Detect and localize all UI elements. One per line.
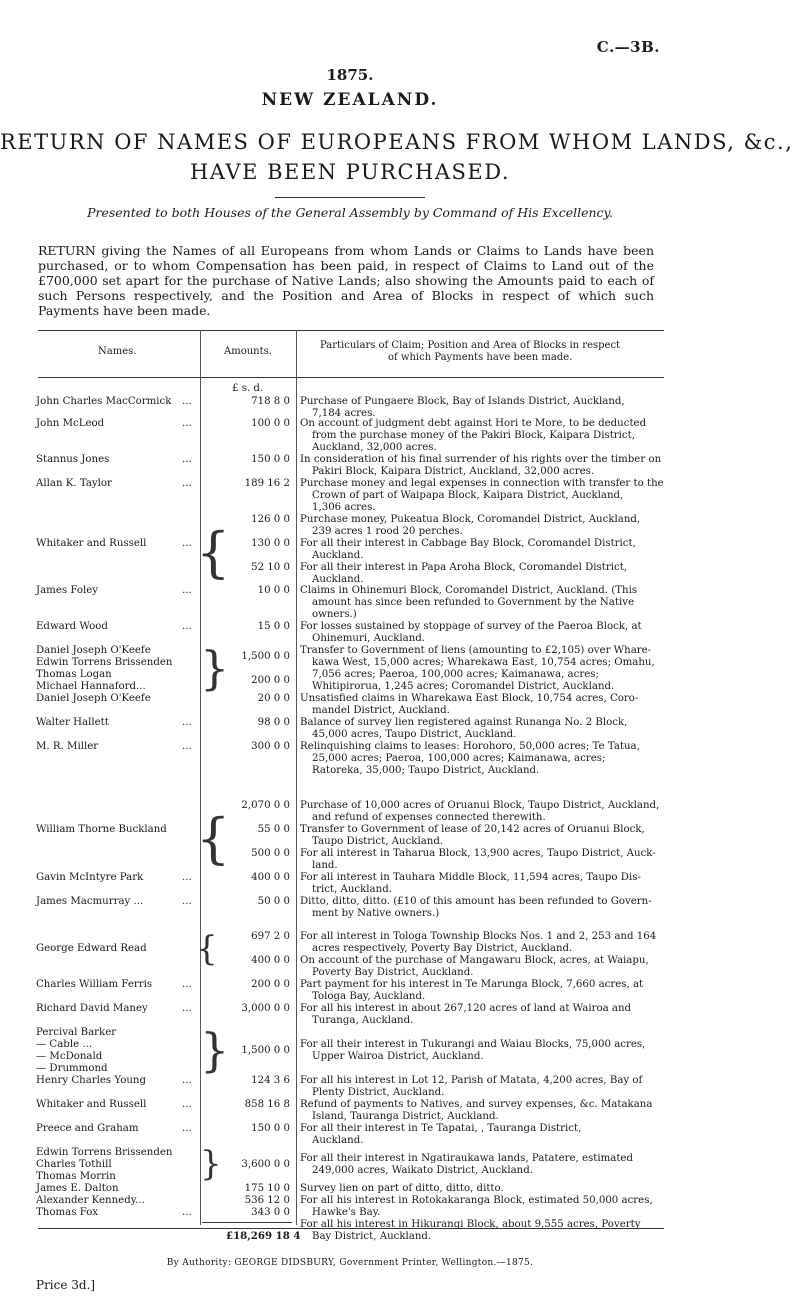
particulars-line: 249,000 acres, Waikato District, Auckland. [312,1165,533,1176]
amount-cell: 20 0 0 [257,693,290,704]
name-cell: Henry Charles Young [36,1075,147,1086]
amount-cell: 200 0 0 [251,979,290,990]
name-cell: M. R. Miller [36,741,99,752]
leader-dots: ... [182,538,192,549]
amount-cell: 2,070 0 0 [241,800,290,811]
name-cell: Edward Wood [36,621,108,632]
particulars-line: For all interest in Taharua Block, 13,900 acres, Taupo District, Auck- [300,848,656,859]
amount-cell: 3,600 0 0 [241,1159,290,1170]
name-cell: John McLeod [36,418,105,429]
amount-cell: 150 0 0 [251,454,290,465]
amount-cell: 55 0 0 [257,824,290,835]
leader-dots: ... [182,418,192,429]
particulars-line: For all their interest in Tukurangi and Waiau Blocks, 75,000 acres, [300,1039,646,1050]
brace-right: } [200,1023,230,1077]
particulars-line: Survey lien on part of ditto, ditto, ditto. [300,1183,504,1194]
name-cell: Edwin Torrens Brissenden [36,1147,173,1158]
particulars-line: 25,000 acres; Paeroa, 100,000 acres; Kaimanawa, acres; [312,753,606,764]
amount-cell: 536 12 0 [244,1195,290,1206]
amount-cell: 126 0 0 [251,514,290,525]
name-cell: Daniel Joseph O'Keefe [36,645,151,656]
name-cell: Charles William Ferris [36,979,153,990]
amount-cell: 400 0 0 [251,955,290,966]
leader-dots: ... [182,741,192,752]
amount-cell: 52 10 0 [251,562,290,573]
name-cell: Allan K. Taylor [36,478,112,489]
name-cell: — Drummond [36,1063,108,1074]
amount-cell: 500 0 0 [251,848,290,859]
particulars-line: Relinquishing claims to leases: Horohoro, 50,000 acres; Te Tatua, [300,741,640,752]
brace-left: { [196,521,231,584]
particulars-line: 1,306 acres. [312,502,376,513]
document-year: 1875. [326,66,374,84]
leader-dots: ... [182,979,192,990]
name-cell: Percival Barker [36,1027,117,1038]
amount-cell: 343 0 0 [251,1207,290,1218]
document-country: NEW ZEALAND. [261,90,439,110]
particulars-line: For all their interest in Cabbage Bay Block, Coromandel District, [300,538,636,549]
particulars-line: and refund of expenses connected therewith. [312,812,546,823]
name-cell: Preece and Graham [36,1123,139,1134]
leader-dots: ... [182,585,192,596]
particulars-line: Bay District, Auckland. [312,1231,432,1242]
particulars-line: Purchase of Pungaere Block, Bay of Islands District, Auckland, [300,396,625,407]
particulars-line: kawa West, 15,000 acres; Wharekawa East, 10,754 acres; Omahu, [312,657,655,668]
amount-cell: 1,500 0 0 [241,651,290,662]
presented-note: Presented to both Houses of the General Assembly by Command of His Excellency. [87,205,613,220]
title-rule [275,197,425,198]
particulars-line: ment by Native owners.) [312,908,440,919]
amount-cell: 200 0 0 [251,675,290,686]
amounts-column-divider [296,330,297,1225]
table-top-rule [38,330,664,331]
amount-cell: 1,500 0 0 [241,1045,290,1056]
amount-cell: 400 0 0 [251,872,290,883]
particulars-line: Auckland. [312,1135,364,1146]
particulars-line: For all his interest in Rotokakaranga Block, estimated 50,000 acres, [300,1195,653,1206]
particulars-line: from the purchase money of the Pakiri Block, Kaipara District, [312,430,635,441]
leader-dots: ... [182,621,192,632]
particulars-line: trict, Auckland. [312,884,392,895]
leader-dots: ... [182,872,192,883]
amount-cell: 858 16 8 [244,1099,290,1110]
particulars-line: For all his interest in about 267,120 acres of land at Wairoa and [300,1003,632,1014]
particulars-line: In consideration of his final surrender of his rights over the timber on [300,454,662,465]
name-cell: James Foley [36,585,98,596]
name-cell: Stannus Jones [36,454,110,465]
amount-cell: 175 10 0 [244,1183,290,1194]
leader-dots: ... [182,454,192,465]
particulars-line: acres respectively, Poverty Bay District, Auckland. [312,943,573,954]
particulars-line: For all their interest in Papa Aroha Block, Coromandel District, [300,562,628,573]
amount-cell: 124 3 6 [251,1075,290,1086]
particulars-line: Whitipirorua, 1,245 acres; Coromandel District, Auckland. [312,681,615,692]
particulars-line: land. [312,860,338,871]
leader-dots: ... [182,478,192,489]
leader-dots: ... [182,1075,192,1086]
particulars-line: Purchase of 10,000 acres of Oruanui Block, Taupo District, Auckland, [300,800,660,811]
column-header-names: Names. [98,346,137,357]
particulars-line: Plenty District, Auckland. [312,1087,445,1098]
currency-header: £ s. d. [232,383,264,394]
amount-cell: 189 16 2 [244,478,290,489]
amount-cell: 3,000 0 0 [241,1003,290,1014]
particulars-line: On account of the purchase of Mangawaru Block, acres, at Waiapu, [300,955,649,966]
leader-dots: ... [182,1099,192,1110]
total-rule [202,1222,292,1223]
amount-cell: 130 0 0 [251,538,290,549]
particulars-line: Hawke's Bay. [312,1207,381,1218]
particulars-line: Upper Wairoa District, Auckland. [312,1051,484,1062]
particulars-line: 7,056 acres; Paeroa, 100,000 acres; Kaimanawa, acres; [312,669,599,680]
amount-cell: 100 0 0 [251,418,290,429]
amount-cell: 300 0 0 [251,741,290,752]
amount-cell: 718 8 0 [251,396,290,407]
printer-credit: By Authority: GEORGE DIDSBURY, Government Printer, Wellington.—1875. [166,1258,534,1268]
column-header-particulars: Particulars of Claim; Position and Area of Blocks in respect [320,340,621,351]
particulars-line: Auckland. [312,550,364,561]
particulars-line: Poverty Bay District, Auckland. [312,967,474,978]
particulars-line: Ratoreka, 35,000; Taupo District, Auckland. [312,765,540,776]
particulars-line: For all interest in Tologa Township Blocks Nos. 1 and 2, 253 and 164 [300,931,657,942]
particulars-line: 45,000 acres, Taupo District, Auckland. [312,729,517,740]
amount-cell: 697 2 0 [251,931,290,942]
brace-left: { [196,807,231,870]
leader-dots: ... [182,717,192,728]
particulars-line: Taupo District, Auckland. [312,836,444,847]
total-amount: £18,269 18 4 [226,1230,301,1242]
name-cell: Thomas Fox [36,1207,99,1218]
name-cell: Thomas Morrin [36,1171,116,1182]
particulars-line: Balance of survey lien registered against Runanga No. 2 Block, [300,717,628,728]
particulars-line: Claims in Ohinemuri Block, Coromandel District, Auckland. (This [300,585,638,596]
name-cell: Thomas Logan [36,669,112,680]
name-cell: George Edward Read [36,943,147,954]
name-cell: Walter Hallett [36,717,109,728]
particulars-line: 239 acres 1 rood 20 perches. [312,526,463,537]
particulars-line: Purchase money, Pukeatua Block, Coromandel District, Auckland, [300,514,641,525]
name-cell: John Charles MacCormick [36,396,172,407]
name-cell: James Macmurray ... [36,896,144,907]
intro-paragraph: RETURN giving the Names of all Europeans from whom Lands or Claims to Lands have been purchased, or to whom Compensation has been paid, in respect of Claims to Land out of the £700,000 set apart for the purchase of Native Lands; also showing the Amounts paid to each of such Persons respectively, and the Position and Area of Blocks in respect of which such Payments have been made. [38,243,654,318]
particulars-line: Part payment for his interest in Te Marunga Block, 7,660 acres, at [300,979,644,990]
document-title-line-2: HAVE BEEN PURCHASED. [189,160,511,184]
particulars-line: On account of judgment debt against Hori te More, to be deducted [300,418,647,429]
particulars-line: amount has since been refunded to Government by the Native [312,597,635,608]
table-header-rule [38,377,664,378]
name-cell: Richard David Maney [36,1003,148,1014]
name-cell: — McDonald [36,1051,103,1062]
particulars-line: For losses sustained by stoppage of survey of the Paeroa Block, at [300,621,642,632]
particulars-line: For all interest in Tauhara Middle Block, 11,594 acres, Taupo Dis- [300,872,641,883]
document-title-line-1: RETURN OF NAMES OF EUROPEANS FROM WHOM LANDS, &c., [0,130,793,154]
particulars-line: Refund of payments to Natives, and survey expenses, &c. Matakana [300,1099,653,1110]
particulars-line: Transfer to Government of liens (amounting to £2,105) over Whare- [300,645,652,656]
name-cell: Gavin McIntyre Park [36,872,144,883]
name-cell: Whitaker and Russell [36,1099,147,1110]
particulars-line: Pakiri Block, Kaipara District, Auckland, 32,000 acres. [312,466,595,477]
name-cell: Alexander Kennedy... [36,1195,145,1206]
leader-dots: ... [182,896,192,907]
particulars-line: mandel District, Auckland. [312,705,450,716]
particulars-line: Tologa Bay, Auckland. [312,991,426,1002]
name-cell: Edwin Torrens Brissenden [36,657,173,668]
amount-cell: 10 0 0 [257,585,290,596]
amount-cell: 15 0 0 [257,621,290,632]
particulars-line: Transfer to Government of lease of 20,142 acres of Oruanui Block, [300,824,645,835]
particulars-line: Ohinemuri, Auckland. [312,633,426,644]
particulars-line: Auckland. [312,574,364,585]
leader-dots: ... [182,396,192,407]
particulars-line: Purchase money and legal expenses in connection with transfer to the [300,478,664,489]
brace-right: } [200,641,230,695]
leader-dots: ... [182,1123,192,1134]
leader-dots: ... [182,1003,192,1014]
leader-dots: ... [182,1207,192,1218]
document-ref: C.—3B. [596,38,660,56]
particulars-line: Ditto, ditto, ditto. (£10 of this amount has been refunded to Govern- [300,896,652,907]
particulars-line: Unsatisfied claims in Wharekawa East Block, 10,754 acres, Coro- [300,693,639,704]
amount-cell: 50 0 0 [257,896,290,907]
particulars-line: Crown of part of Waipapa Block, Kaipara District, Auckland, [312,490,624,501]
particulars-line: 7,184 acres. [312,408,376,419]
particulars-line: Auckland, 32,000 acres. [312,442,437,453]
amount-cell: 150 0 0 [251,1123,290,1134]
name-cell: James E. Dalton [36,1183,119,1194]
name-cell: Whitaker and Russell [36,538,147,549]
particulars-line: For all their interest in Te Tapatai, , Tauranga District, [300,1123,582,1134]
names-column-divider [200,330,201,1225]
price-note: Price 3d.] [36,1278,96,1292]
amount-cell: 98 0 0 [257,717,290,728]
particulars-line: For all their interest in Ngatiraukawa lands, Patatere, estimated [300,1153,633,1164]
name-cell: — Cable ... [36,1039,93,1050]
name-cell: William Thorne Buckland [36,824,167,835]
name-cell: Michael Hannaford... [36,681,146,692]
name-cell: Charles Tothill [36,1159,112,1170]
name-cell: Daniel Joseph O'Keefe [36,693,151,704]
brace-right: } [200,1144,222,1184]
particulars-line: For all his interest in Hikurangi Block, about 9,555 acres, Poverty [300,1219,641,1230]
particulars-line: Turanga, Auckland. [312,1015,414,1026]
brace-left: { [196,929,218,969]
column-header-amounts: Amounts. [224,346,272,357]
particulars-line: Island, Tauranga District, Auckland. [312,1111,499,1122]
particulars-line: owners.) [312,609,357,620]
particulars-line: For all his interest in Lot 12, Parish of Matata, 4,200 acres, Bay of [300,1075,643,1086]
column-header-particulars: of which Payments have been made. [388,352,573,363]
